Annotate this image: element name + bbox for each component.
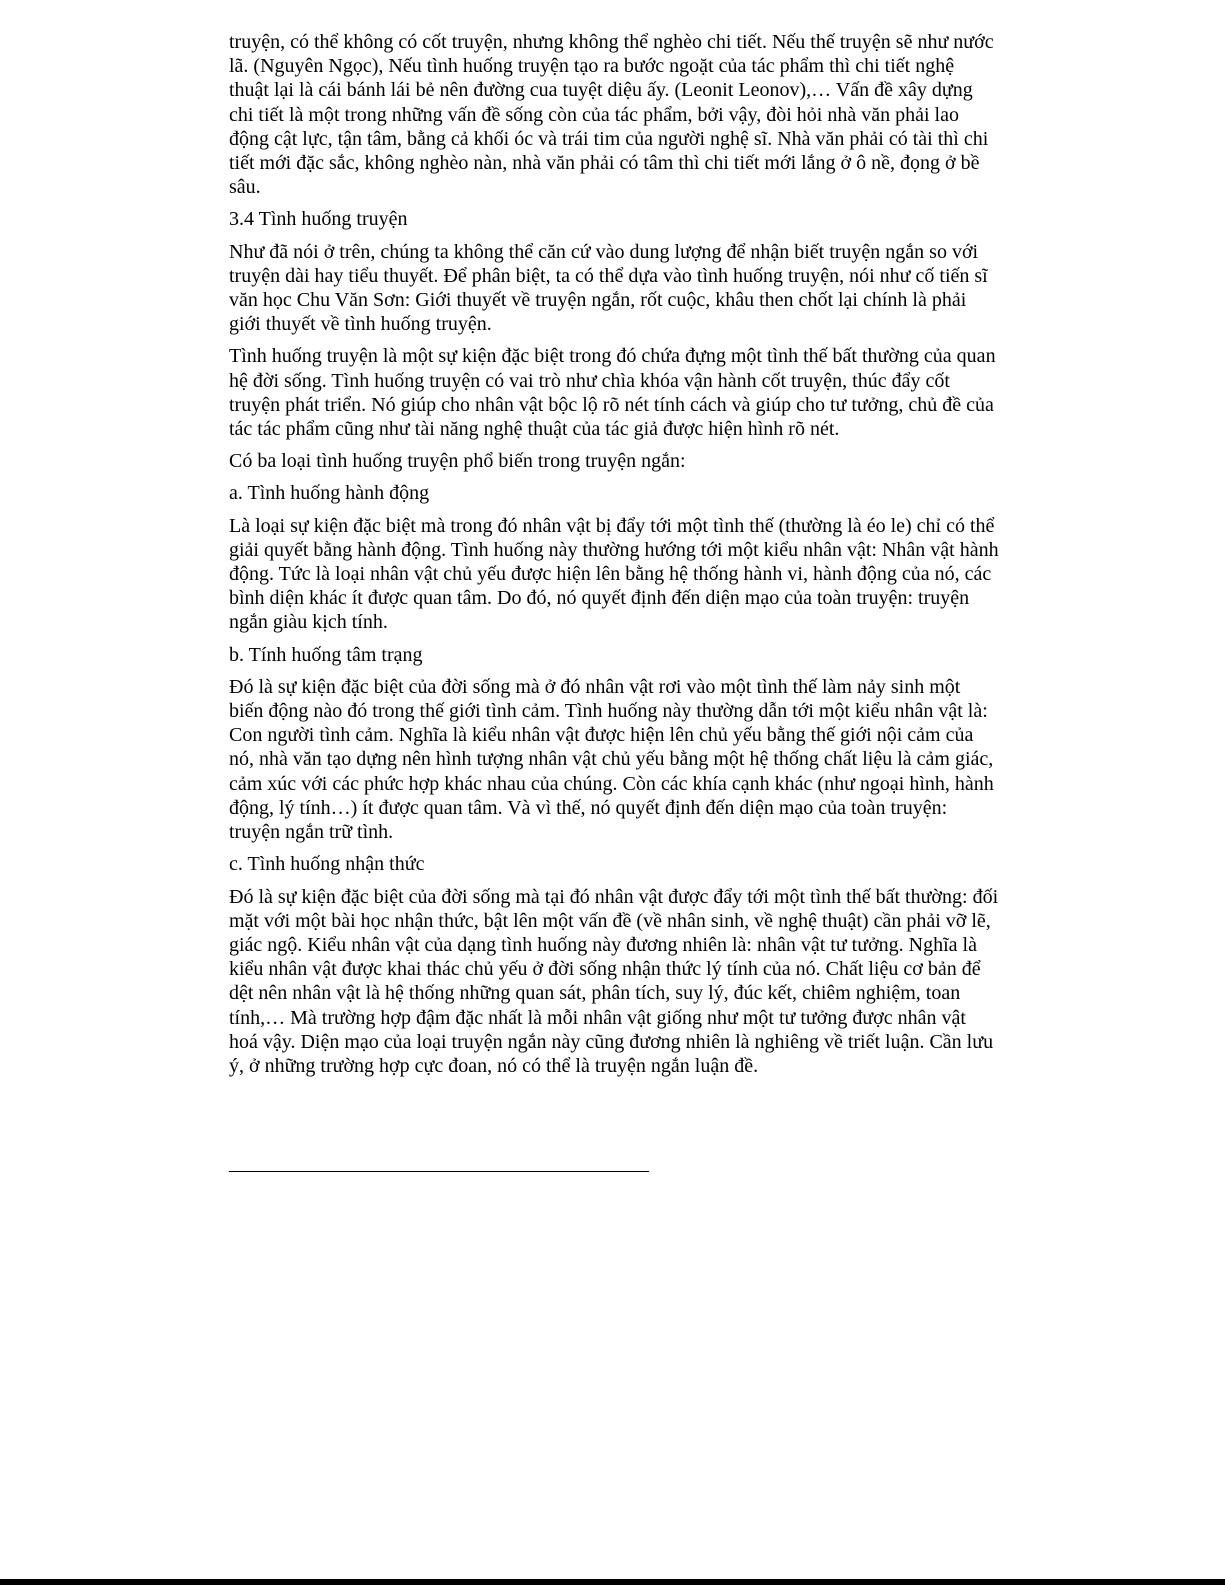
paragraph-cognition: Đó là sự kiện đặc biệt của đời sống mà tại đó nhân vật được đẩy tới một tình thế bất thường: đối mặt với một bài học nhận thức, bật lên một vấn đề (về nhân sinh, về nghệ thuật) cần phải vỡ lẽ, giác ngộ. Kiểu nhân vật của dạng tình huống này đương nhiên là: nhân vật tư tưởng. Nghĩa là kiểu nhân vật được khai thác chủ yếu ở đời sống nhận thức lý tính của nó. Chất liệu cơ bản để dệt nên nhân vật là hệ thống những quan sát, phân tích, suy lý, đúc kết, chiêm nghiệm, toan tính,… Mà trường hợp đậm đặc nhất là mỗi nhân vật giống như một tư tưởng được nhân vật hoá vậy. Diện mạo của loại truyện ngắn này cũng đương nhiên là nghiêng về triết luận. Cần lưu ý, ở những trường hợp cực đoan, nó có thể là truyện ngắn luận đề.	[229, 885, 999, 1077]
section-heading-3-4: 3.4 Tình huống truyện	[229, 208, 408, 231]
paragraph-action: Là loại sự kiện đặc biệt mà trong đó nhân vật bị đẩy tới một tình thế (thường là éo le) chỉ có thể giải quyết bằng hành động. Tình huống này thường hướng tới một kiểu nhân vật: Nhân vật hành động. Tức là loại nhân vật chủ yếu được hiện lên bằng hệ thống hành vi, hành động của nó, các bình diện khác ít được quan tâm. Do đó, nó quyết định đến diện mạo của toàn truyện: truyện ngắn giàu kịch tính.	[229, 514, 999, 634]
paragraph-three-types: Có ba loại tình huống truyện phổ biến trong truyện ngắn:	[229, 450, 686, 473]
subheading-cognition: c. Tình huống nhận thức	[229, 853, 425, 876]
paragraph-mood: Đó là sự kiện đặc biệt của đời sống mà ở đó nhân vật rơi vào một tình thế làm nảy sinh một biến động nào đó trong thế giới tình cảm. Tình huống này thường dẫn tới một kiểu nhân vật là: Con người tình cảm. Nghĩa là kiểu nhân vật được hiện lên chủ yếu bằng thế giới nội cảm của nó, nhà văn tạo dựng nên hình tượng nhân vật chủ yếu bằng một hệ thống chất liệu là cảm giác, cảm xúc với các phức hợp khác nhau của chúng. Còn các khía cạnh khác (như ngoại hình, hành động, lý tính…) ít được quan tâm. Và vì thế, nó quyết định đến diện mạo của toàn truyện: truyện ngắn trữ tình.	[229, 675, 994, 844]
paragraph-detail-continuation: truyện, có thể không có cốt truyện, nhưng không thể nghèo chi tiết. Nếu thế truyện sẽ như nước lã. (Nguyên Ngọc), Nếu tình huống truyện tạo ra bước ngoặt của tác phẩm thì chi tiết nghệ thuật lại là cái bánh lái bẻ nên đường cua tuyệt diệu ấy. (Leonit Leonov),… Vấn đề xây dựng chi tiết là một trong những vấn đề sống còn của tác phẩm, bởi vậy, đòi hỏi nhà văn phải lao động cật lực, tận tâm, bằng cả khối óc và trái tim của người nghệ sĩ. Nhà văn phải có tài thì chi tiết mới đặc sắc, không nghèo nàn, nhà văn phải có tâm thì chi tiết mới lắng ở ô nề, đọng ở bề sâu.	[229, 31, 994, 199]
paragraph-situation-definition: Tình huống truyện là một sự kiện đặc biệt trong đó chứa đựng một tình thế bất thường của quan hệ đời sống. Tình huống truyện có vai trò như chìa khóa vận hành cốt truyện, thúc đẩy cốt truyện phát triển. Nó giúp cho nhân vật bộc lộ rõ nét tính cách và giúp cho tư tưởng, chủ đề của tác tác phẩm cũng như tài năng nghệ thuật của tác giả được hiện hình rõ nét.	[229, 345, 996, 441]
subheading-mood: b. Tính huống tâm trạng	[229, 643, 423, 666]
page-bottom-border	[0, 1579, 1225, 1585]
paragraph-situation-intro: Như đã nói ở trên, chúng ta không thể căn cứ vào dung lượng để nhận biết truyện ngắn so với truyện dài hay tiểu thuyết. Để phân biệt, ta có thể dựa vào tình huống truyện, nói như cố tiến sĩ văn học Chu Văn Sơn: Giới thuyết về truyện ngắn, rốt cuộc, khâu then chốt lại chính là phải giới thuyết về tình huống truyện.	[229, 240, 988, 336]
footnote-separator: —————————————————————	[229, 1159, 649, 1181]
document-body	[229, 30, 999, 1086]
subheading-action: a. Tình huống hành động	[229, 482, 430, 505]
